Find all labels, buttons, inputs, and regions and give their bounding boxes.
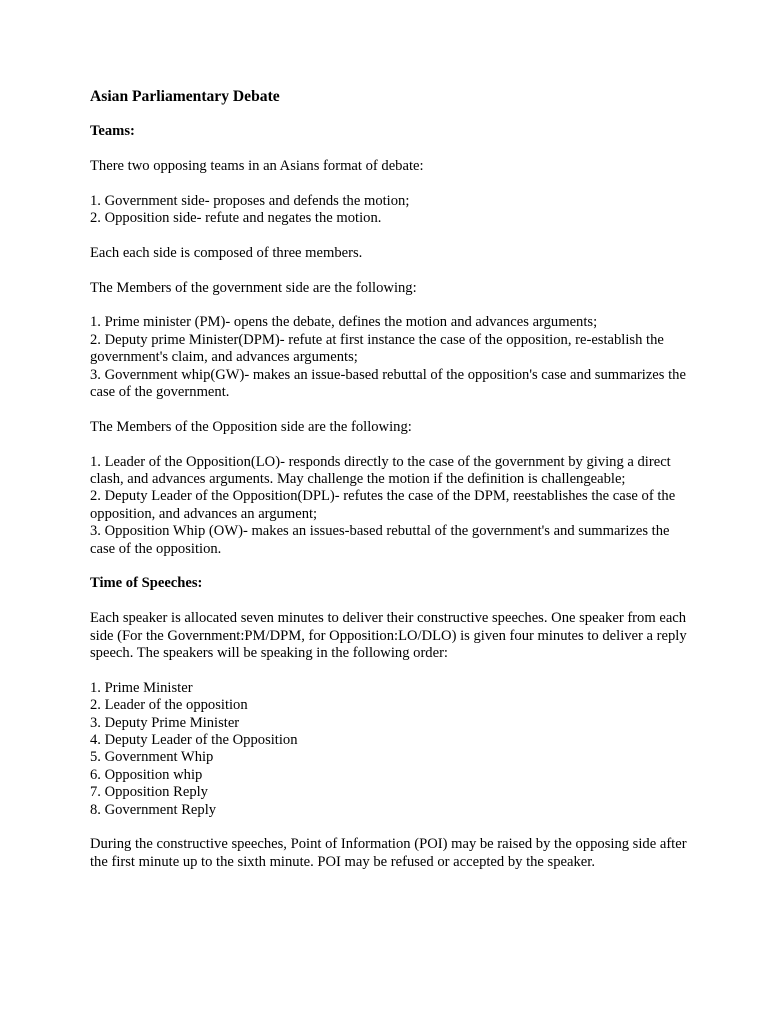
time-intro: Each speaker is allocated seven minutes to deliver their constructive speeches. One speaker from each side (For the Government:PM/DPM, for Opposition:LO/DLO) is given four minutes to deliver a reply speech. The speakers will be speaking in the following order: bbox=[90, 610, 687, 662]
list-item: 3. Opposition Whip (OW)- makes an issues-based rebuttal of the government's and summarizes the case of the opposition. bbox=[90, 523, 670, 557]
gov-members-intro: The Members of the government side are the following: bbox=[90, 279, 417, 296]
list-item: 2. Opposition side- refute and negates the motion. bbox=[90, 210, 382, 226]
document-title: Asian Parliamentary Debate bbox=[90, 88, 280, 105]
list-item: 1. Leader of the Opposition(LO)- responds directly to the case of the government by giving a direct clash, and advances arguments. May challenge the motion if the definition is challengeable; bbox=[90, 453, 671, 488]
composition-text: Each each side is composed of three members. bbox=[90, 244, 363, 261]
list-item: 1. Government side- proposes and defends the motion; bbox=[90, 192, 410, 209]
teams-heading: Teams: bbox=[90, 123, 135, 139]
document-page bbox=[90, 88, 690, 889]
gov-members-list bbox=[90, 314, 690, 401]
list-item: 1. Prime minister (PM)- opens the debate, defines the motion and advances arguments; bbox=[90, 314, 598, 331]
list-item: 2. Leader of the opposition bbox=[90, 697, 248, 714]
list-item: 7. Opposition Reply bbox=[90, 784, 208, 801]
speaking-order-list bbox=[90, 680, 690, 819]
teams-list bbox=[90, 193, 690, 228]
list-item: 3. Deputy Prime Minister bbox=[90, 714, 240, 731]
list-item: 2. Deputy prime Minister(DPM)- refute at first instance the case of the opposition, re-establish the government's claim, and advances arguments; bbox=[90, 331, 664, 366]
list-item: 2. Deputy Leader of the Opposition(DPL)- refutes the case of the DPM, reestablishes the case of the opposition, and advances an argument; bbox=[90, 488, 676, 522]
opp-members-intro: The Members of the Opposition side are the following: bbox=[90, 418, 412, 435]
list-item: 1. Prime Minister bbox=[90, 679, 193, 696]
list-item: 6. Opposition whip bbox=[90, 766, 203, 783]
poi-paragraph: During the constructive speeches, Point of Information (POI) may be raised by the opposing side after the first minute up to the sixth minute. POI may be refused or accepted by the speaker. bbox=[90, 836, 687, 870]
list-item: 4. Deputy Leader of the Opposition bbox=[90, 732, 298, 749]
teams-intro: There two opposing teams in an Asians format of debate: bbox=[90, 157, 424, 174]
opp-members-list bbox=[90, 454, 690, 558]
time-heading: Time of Speeches: bbox=[90, 575, 203, 592]
list-item: 5. Government Whip bbox=[90, 749, 214, 766]
list-item: 8. Government Reply bbox=[90, 801, 217, 818]
list-item: 3. Government whip(GW)- makes an issue-based rebuttal of the opposition's case and summarizes the case of the government. bbox=[90, 366, 686, 401]
